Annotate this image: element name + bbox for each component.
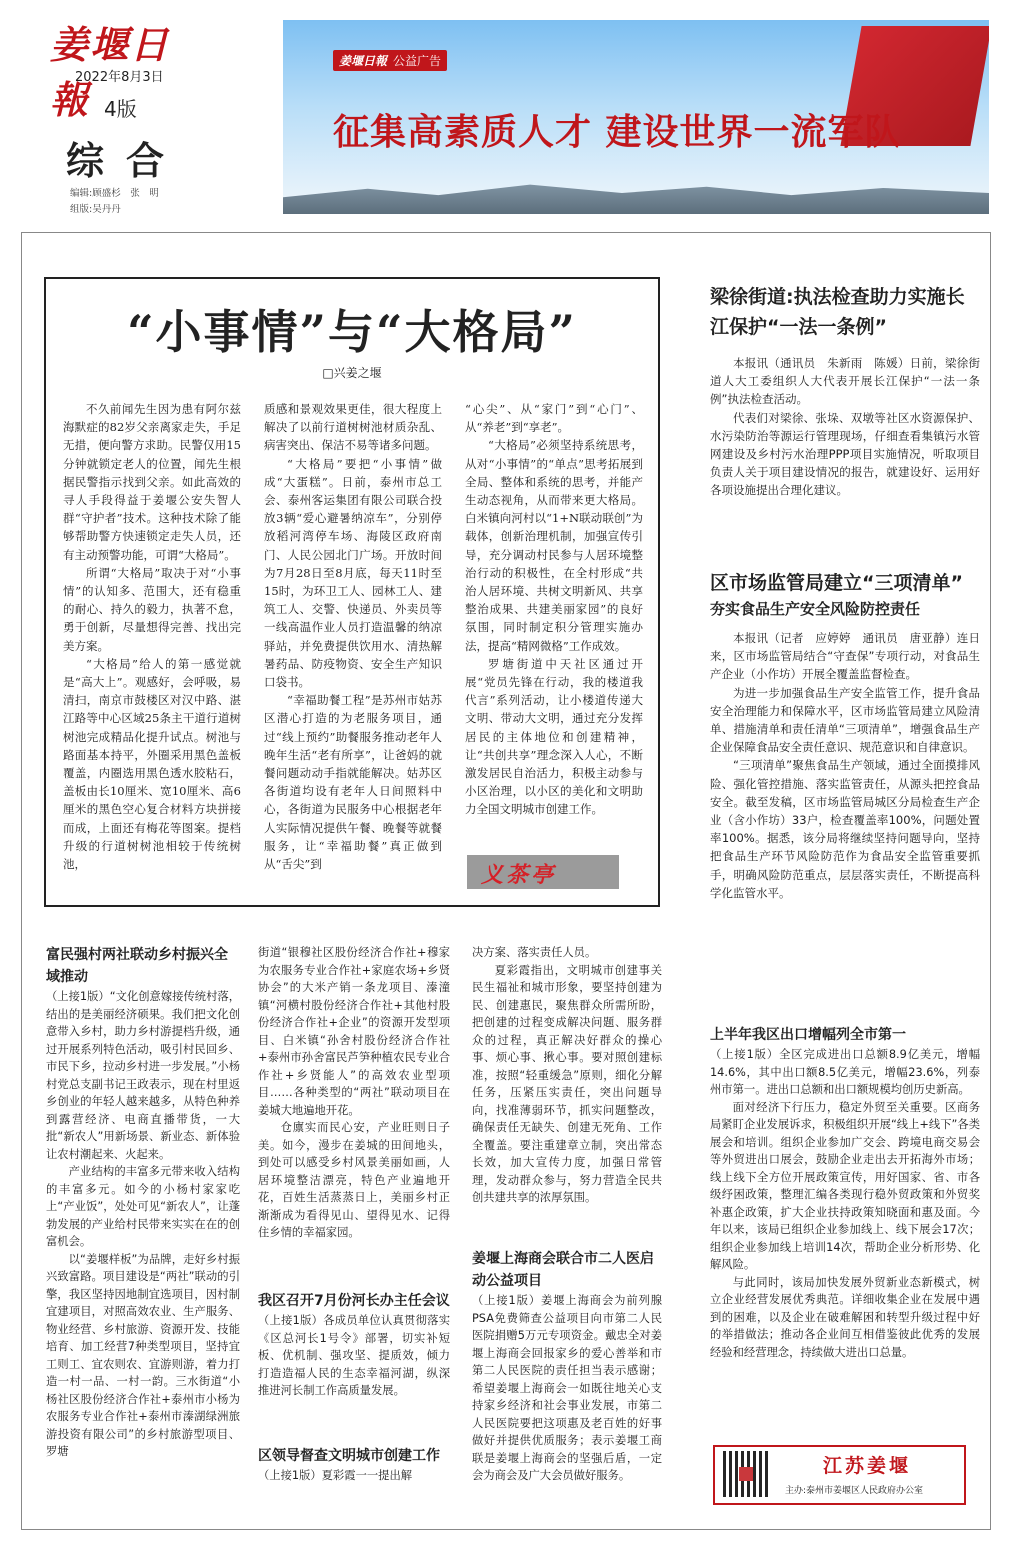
paragraph: 面对经济下行压力，稳定外贸至关重要。区商务局紧盯企业发展诉求，积极组织开展“线上+线下”各类展会和培训。组织企业参加广交会、跨境电商交易会等外贸进出口展会，鼓励企业走出去开拓海外市场；线上线下全方位开展政策宣传，用好国家、省、市各级纾困政策，整理汇编各类现行稳外贸政策和外贸奖补惠企政策，扩大企业扶持政策知晓面和惠及面。今年以来，该局已组织企业参加线上、线下展会17次；组织企业参加线上培训14次，帮助企业分析形势、化解风险。 — [710, 1100, 980, 1271]
article-market-regulation — [710, 568, 980, 902]
article-subtitle: 夯实食品生产安全风险防控责任 — [710, 600, 921, 618]
paragraph: 为进一步加强食品生产安全监管工作，提升食品安全治理能力和保障水平，区市场监管局建立风险清单、措施清单和责任清单“三项清单”，增强食品生产企业保障食品安全责任意识、规范意识和自律意识。 — [710, 685, 980, 755]
qr-code-icon[interactable] — [723, 1451, 769, 1497]
article-title: 梁徐街道:执法检查助力实施长江保护“一法一条例” — [710, 286, 965, 338]
article-river-chief — [258, 1290, 450, 1400]
paragraph: “大格局”必须坚持系统思考，从对“小事情”的“单点”思考拓展到全局、整体和系统的思考，并能产生动态视角，从而带来更大格局。白米镇向河村以“1+N联动联创”为载体，创新治理机制，加强宣传引导，充分调动村民参与人居环境整治行动的积极性，在全村形成“共治人居环境、共树文明新风、共享整治成果、共建美丽家园”的良好氛围，同时制定积分管理实施办法，提高“精网微格”工作成效。 — [465, 438, 643, 653]
article-title: 富民强村两社联动乡村振兴全域推动 — [46, 947, 228, 985]
article-body — [258, 1312, 450, 1400]
edition-number: 4版 — [104, 97, 137, 121]
banner-slogan: 征集高素质人才 建设世界一流军队 — [333, 112, 902, 153]
banner-paper-tag: 姜堰日報 — [339, 54, 388, 68]
paragraph: “幸福助餐工程”是苏州市姑苏区潜心打造的为老服务项目，通过“线上预约”助餐服务推动老年人晚年生活“老有所享”，让爸妈的就餐问题动动手指就能解决。姑苏区各街道均设有老年人日间照料中心，各街道为民服务中心根据老年人实际情况提供午餐、晚餐等就餐服务，让“幸福助餐”真正做到从“舌尖”到 — [264, 693, 442, 872]
paragraph: 夏彩霞指出，文明城市创建事关民生福祉和城市形象，要坚持创建为民、创建惠民，聚焦群众所需所盼，把创建的过程变成解决问题、服务群众的过程，真正解决好群众的操心事、烦心事、揪心事。要对照创建标准，按照“轻重缓急”原则，细化分解任务，压紧压实责任，突出问题导向，找准薄弱环节，抓实问题整改，确保责任无缺失、创建无死角、工作全覆盖。要注重建章立制，突出常态长效，加大宣传力度，加强日常管理，发动群众参与，努力营造全民共创共建共享的浓厚氛围。 — [472, 963, 662, 1204]
column-signature: 义茶亭 — [467, 855, 619, 889]
article-body — [710, 354, 980, 500]
article-title: 区市场监管局建立“三项清单” — [710, 572, 963, 594]
feature-column-3 — [465, 400, 643, 819]
paragraph: 街道“银穆社区股份经济合作社+穆家为农服务专业合作社+家庭农场+乡贤协会”的大米产销一条龙项目、溱潼镇“河横村股份经济合作社+其他村股份经济合作社+企业”的资源开发型项目、白米镇“孙舍村股份经济合作社+泰州市孙舍富民芦笋种植农民专业合作社+乡贤能人”的高效农业型项目……各种类型的“两社”联动项目在姜城大地遍地开花。 — [258, 946, 450, 1117]
paragraph: 仓廪实而民心安，产业旺则日子美。如今，漫步在姜城的田间地头，到处可以感受乡村风景美丽如画，人居环境整洁漂亮，特色产业遍地开花，百姓生活蒸蒸日上，美丽乡村正渐渐成为看得见山、望得见水、记得住乡情的幸福家园。 — [258, 1121, 450, 1239]
paragraph: （上接1版）各成员单位认真贯彻落实《区总河长1号令》部署，切实补短板、优机制、强攻坚、提质效，倾力打造造福人民的生态幸福河湖，纵深推进河长制工作高质量发展。 — [258, 1314, 450, 1397]
paragraph: “大格局”给人的第一感觉就是“高大上”。观感好，会呼吸，易清扫，南京市鼓楼区对汉中路、湛江路等中心区域25条主干道行道树树池完成精品化提升试点。树池与路面基本持平，外圈采用黑色盖板覆盖，内圈选用黑色透水胶粘石，盖板由长10厘米、宽10厘米、高6厘米的黑色空心复合材料方块拼接而成，上面还有梅花等图案。提档升级的行道树树池相较于传统树池， — [63, 656, 241, 872]
layout-line: 组版:吴丹丹 — [70, 204, 121, 215]
banner-tag — [333, 50, 447, 71]
paragraph: （上接1版）夏彩霞一一提出解 — [258, 1469, 413, 1482]
paragraph: 决方案、落实责任人员。 — [472, 946, 597, 959]
article-title: 我区召开7月份河长办主任会议 — [258, 1293, 450, 1309]
article-exports — [710, 1024, 980, 1361]
article-title: 区领导督查文明城市创建工作 — [258, 1448, 440, 1464]
publisher-host: 主办:泰州市姜堰区人民政府办公室 — [785, 1486, 924, 1496]
publisher-box — [713, 1445, 966, 1505]
paragraph: 代表们对梁徐、张垛、双墩等社区水资源保护、水污染防治等源运行管理现场，仔细查看集镇污水管网建设及乡村污水治理PPP项目实施情况，听取项目负责人关于项目建设情况的报告，就建设好、运用好各项设施提出合理化建议。 — [710, 410, 980, 498]
article-civilized-city-cont — [472, 944, 662, 1207]
paragraph: “三项清单”聚焦食品生产领域，通过全面摸排风险、强化管控措施、落实监管责任，从源头把控食品安全。截至发稿，区市场监管局城区分局检查生产企业（含小作坊）33户，检查覆盖率100%，问题处置率100%。据悉，该分局将继续坚持问题导向，坚持把食品生产环节风险防范作为食品安全监管重要抓手，明确风险防范重点，层层落实责任，不断提高科学化监管水平。 — [710, 758, 980, 900]
editor-credits — [70, 186, 159, 218]
paragraph: “心尖”、从“家门”到“心门”、从“养老”到“享老”。 — [465, 402, 643, 435]
publisher-title: 江苏姜堰 — [823, 1455, 912, 1477]
article-title: 上半年我区出口增幅列全市第一 — [710, 1027, 906, 1043]
article-body — [710, 629, 980, 902]
paragraph: （上接1版）姜堰上海商会为前列腺PSA免费筛查公益项目向市第二人民医院捐赠5万元专项资金。戴忠全对姜堰上海商会回报家乡的爱心善举和市第二人民医院的责任担当表示感谢；希望姜堰上海商会一如既往地关心支持家乡经济和社会事业发展，市第二人民医院要把这项惠及老百姓的好事做好并提供优质服务；表示姜堰工商联是姜堰上海商会的坚强后盾，一定会为商会及广大会员做好服务。 — [472, 1294, 662, 1482]
article-body — [472, 1292, 662, 1485]
issue-date: 2022年8月3日 — [75, 70, 164, 85]
article-civilized-city — [258, 1445, 450, 1485]
paragraph: 本报讯（通讯员 朱新雨 陈媛）日前，梁徐街道人大工委组织人大代表开展长江保护“一法一条例”执法检查活动。 — [710, 356, 980, 407]
article-title: 姜堰上海商会联合市二人医启动公益项目 — [472, 1251, 654, 1289]
feature-column-2 — [264, 400, 442, 873]
article-body — [258, 944, 450, 1242]
article-body — [46, 988, 240, 1461]
paragraph: 本报讯（记者 应婷婷 通讯员 唐亚静）连日来，区市场监管局结合“守查保”专项行动，对食品生产企业（小作坊）开展全覆盖监督检查。 — [710, 631, 980, 682]
article-body — [710, 1046, 980, 1361]
article-liangxu — [710, 282, 980, 500]
feature-headline: “小事情”与“大格局” — [127, 305, 577, 359]
paragraph: （上接1版）全区完成进出口总额8.9亿美元，增幅14.6%，其中出口额8.5亿美元，增幅23.6%，列泰州市第一。进出口总额和出口额规模均创历史新高。 — [710, 1048, 980, 1096]
paragraph: “大格局”要把“小事情”做成“大蛋糕”。日前，泰州市总工会、泰州客运集团有限公司联合投放3辆“爱心避暑纳凉车”，分别停放稻河湾停车场、海陵区政府南门、人民公园北门广场。开放时间为7月28日至8月底，每天11时至15时，为环卫工人、园林工人、建筑工人、交警、快递员、外卖员等一线高温作业人员打造温馨的纳凉驿站，并免费提供饮用水、清热解暑药品、防疫物资、安全生产知识口袋书。 — [264, 456, 442, 690]
feature-column-1 — [63, 400, 241, 873]
paragraph: 质感和景观效果更佳，很大程度上解决了以前行道树树池材质杂乱、病害突出、保洁不易等诸多问题。 — [264, 402, 442, 453]
editors-line: 编辑:顾盛杉 张 明 — [70, 188, 159, 199]
article-body — [472, 944, 662, 1207]
paragraph: （上接1版）“文化创意嫁接传统村落，结出的是美丽经济硕果。我们把文化创意带入乡村，助力乡村游提档升级，通过开展系列特色活动，吸引村民回乡、市民下乡，拉动乡村进一步发展。”小杨村党总支副书记王政表示，现在村里返乡创业的年轻人越来越多，从特色种养到露营经济、电商直播带货，一大批“新农人”用新场景、新业态、新体验让农村潮起来、火起来。 — [46, 990, 240, 1161]
paragraph: 产业结构的丰富多元带来收入结构的丰富多元。如今的小杨村家家吃上“产业饭”，处处可见“新农人”，让蓬勃发展的产业给村民带来实实在在的创富机会。 — [46, 1165, 240, 1248]
banner-tag-label: 公益广告 — [393, 54, 442, 68]
article-rural-revival — [46, 944, 240, 1461]
section-title: 综合 — [66, 138, 187, 183]
feature-byline: □兴姜之堰 — [322, 366, 382, 380]
public-service-banner — [283, 20, 989, 214]
paragraph: 与此同时，该局加快发展外贸新业态新模式，树立企业经营发展优秀典范。详细收集企业在发展中遇到的困难，以及企业在破难解困和转型升级过程中好的举措做法；推动各企业间互相借鉴彼此优秀的发展经验和经营理念，持续做大进出口总量。 — [710, 1275, 980, 1359]
warship-graphic — [283, 172, 989, 214]
paragraph: 不久前闻先生因为患有阿尔兹海默症的82岁父亲离家走失，手足无措，便向警方求助。民警仅用15分钟就锁定老人的位置，闻先生根据民警指示找到父亲。如此高效的寻人手段得益于姜堰公安失智人群“守护者”技术。这种技术除了能够帮助警方快速锁定走失人员，还有主动预警功能，可谓“大格局”。 — [63, 402, 241, 562]
article-body — [258, 1467, 450, 1485]
paragraph: 罗塘街道中天社区通过开展“党员先锋在行动，我的楼道我代言”系列活动，让小楼道传递大文明、带动大文明，通过充分发挥居民的主体地位和创建精神，让“共创共享”理念深入人心，不断激发居民自治活力，积极主动参与小区治理，以小区的美化和文明助力全国文明城市创建工作。 — [465, 656, 643, 817]
article-chamber-charity — [472, 1248, 662, 1485]
paragraph: 所谓“大格局”取决于对“小事情”的认知多、范围大，还有稳重的耐心、持久的毅力，执著不怠，勇于创新，尽量想得完善、找出完美方案。 — [63, 565, 241, 653]
article-rural-revival-cont — [258, 944, 450, 1242]
paragraph: 以“姜堰样板”为品牌，走好乡村振兴致富路。项目建设是“两社”联动的引擎，我区坚持因地制宜选项目，因村制宜建项目，对照高效农业、生产服务、物业经营、乡村旅游、资源开发、技能培育、加工经营7种类型项目，坚持宜工则工、宜农则农、宜游则游，着力打造一村一品、一村一韵。三水街道“小杨社区股份经济合作社+泰州市小杨为农服务专业合作社+泰州市溱湖绿洲旅游投资有限公司”的乡村旅游型项目、罗塘 — [46, 1252, 240, 1458]
newspaper-logo: 姜堰日報 — [50, 22, 171, 122]
